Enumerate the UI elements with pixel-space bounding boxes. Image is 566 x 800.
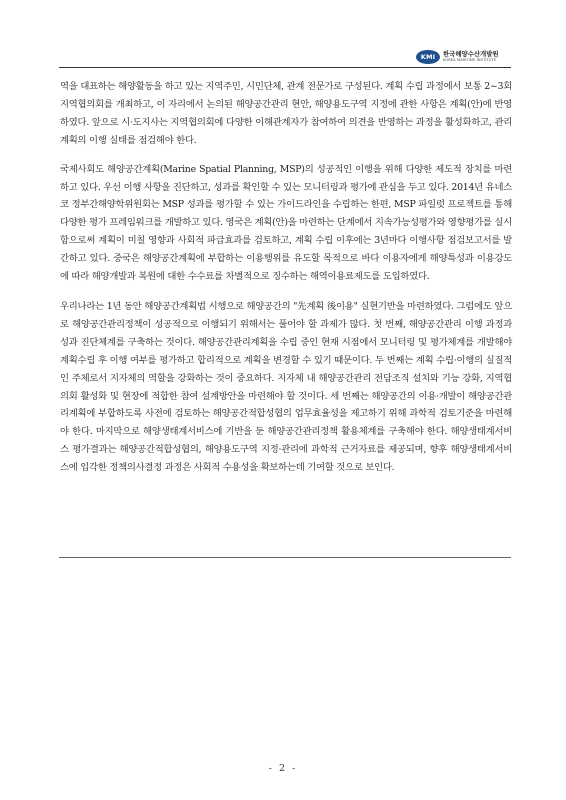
org-name-korean: 한국해양수산개발원: [443, 50, 499, 58]
document-body: [60, 78, 512, 489]
header-divider: [59, 67, 511, 68]
kmi-logo-icon: KMI: [416, 50, 440, 64]
paragraph-regional-council: 역을 대표하는 해양활동을 하고 있는 지역주민, 시민단체, 관계 전문가로 구성된다. 계획 수립 과정에서 보통 2~3회 지역협의회를 개최하고, 이 자리에서 논의된 해양공간관리 현안, 해양용도구역 지정에 관한 사항은 계획(안)에 반영하였다. 앞으로 시·도지사는 지역협의회에 다양한 이해관계자가 참여하여 의견을 반영하는 과정을 활성화하고, 관리계획의 이행 실태를 점검해야 한다.: [60, 81, 512, 146]
content-end-divider: [59, 557, 511, 558]
kmi-logo: [416, 49, 516, 65]
page-number: - 2 -: [268, 763, 298, 774]
paragraph-international-msp: 국제사회도 해양공간계획(Marine Spatial Planning, MSP)의 성공적인 이행을 위해 다양한 제도적 장치를 마련하고 있다. 우선 이행 사항을 진단하고, 성과를 확인할 수 있는 모니터링과 평가에 관심을 두고 있다. 2014년 유네스코 정부간해양학위원회는 MSP 성과를 평가할 수 있는 가이드라인을 수립하는 한편, MSP 파일럿 프로젝트를 통해 다양한 평가 프레임워크를 개발하고 있다. 영국은 계획(안)을 마련하는 단계에서 지속가능성평가와 영향평가를 실시함으로써 계획이 미칠 영향과 사회적 파급효과를 검토하고, 계획 수립 이후에는 3년마다 이행사항 점검보고서를 발간하고 있다. 중국은 해양공간계획에 부합하는 이용행위를 유도할 목적으로 바다 이용자에게 해양특성과 이용강도에 따라 해양개발과 복원에 대한 수수료를 차별적으로 징수하는 해역이용료제도를 도입하였다.: [60, 163, 512, 283]
paragraph-korea-tasks: 우리나라는 1년 동안 해양공간계획법 시행으로 해양공간의 "先계획 後이용" 실현기반을 마련하였다. 그럼에도 앞으로 해양공간관리정책이 성공적으로 이행되기 위해서는 풀어야 할 과제가 많다. 첫 번째, 해양공간관리 이행 과정과 성과 진단체계를 구축하는 것이다. 해양공간관리계획을 수립 중인 현재 시점에서 모니터링 및 평가체계를 개발해야 계획수립 후 이행 여부를 평가하고 합리적으로 계획을 변경할 수 있기 때문이다. 두 번째는 계획 수립·이행의 실질적인 주체로서 지자체의 역할을 강화하는 것이 중요하다. 지자체 내 해양공간관리 전담조직 설치와 기능 강화, 지역협의회 활성화 및 현장에 적합한 참여 설계방안을 마련해야 할 것이다. 세 번째는 해양공간의 이용·개발이 해양공간관리계획에 부합하도록 사전에 검토하는 해양공간적합성협의 업무효율성을 제고하기 위해 과학적 검토기준을 마련해야 한다. 마지막으로 해양생태계서비스에 기반을 둔 해양공간관리정책 활용체계를 구축해야 한다. 해양생태계서비스 평가결과는 해양공간적합성협의, 해양용도구역 지정·관리에 과학적 근거자료를 제공되며, 향후 해양생태계서비스에 입각한 정책의사결정 과정은 사회적 수용성을 확보하는데 기여할 것으로 보인다.: [60, 300, 512, 474]
org-name-english: KOREA MARITIME INSTITUTE: [443, 58, 497, 62]
